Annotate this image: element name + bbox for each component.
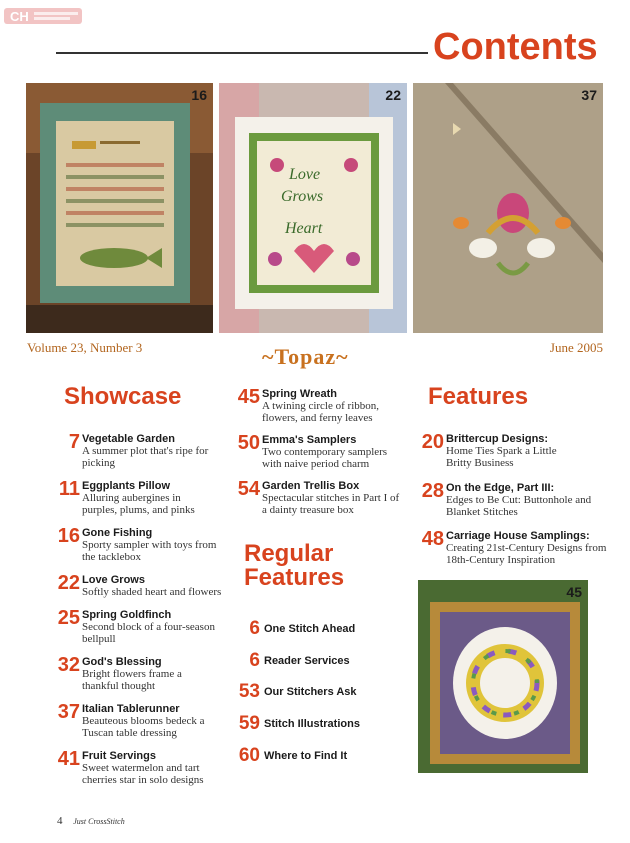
- entry-description: Second block of a four-season bellpull: [82, 621, 215, 645]
- entry-description: Sweet watermelon and tart cherries star in solo designs: [82, 762, 204, 786]
- entry-page-number: 54: [237, 478, 260, 500]
- entry-page-number: 37: [57, 701, 80, 723]
- entry-description: Beauteous blooms bedeck a Tuscan table dressing: [82, 715, 205, 739]
- entry-description: Creating 21st-Century Designs from 18th-Century Inspiration: [446, 542, 607, 566]
- photo-love-grows: [219, 83, 407, 333]
- footer-page-number: 4: [57, 815, 63, 827]
- entry-description: Spectacular stitches in Part I of a dainty treasure box: [262, 492, 400, 516]
- issue-date: June 2005: [549, 340, 603, 355]
- regular-entry[interactable]: [234, 618, 355, 640]
- entry-description: Alluring aubergines in purples, plums, and pinks: [82, 492, 195, 516]
- page-title: Contents: [433, 26, 598, 68]
- entry-title: Brittercup Designs:: [446, 433, 549, 445]
- entry-page-number: 22: [57, 572, 80, 594]
- entry-title: Fruit Servings: [82, 750, 156, 762]
- photo-gone-fishing: [26, 83, 213, 333]
- entry-title: Italian Tablerunner: [82, 703, 180, 715]
- photo-page-number: 22: [385, 87, 401, 103]
- footer-magazine-name: Just CrossStitch: [73, 817, 125, 826]
- regular-entry[interactable]: [234, 745, 347, 767]
- entry-title: One Stitch Ahead: [264, 623, 356, 635]
- entry-title: Reader Services: [264, 655, 350, 667]
- entry-page-number: 11: [58, 478, 80, 500]
- page-footer: [57, 815, 125, 827]
- entry-title: Gone Fishing: [82, 527, 153, 539]
- photo-page-number: 45: [566, 584, 582, 600]
- entry-page-number: 28: [421, 480, 444, 502]
- volume-number: Volume 23, Number 3: [27, 340, 143, 355]
- section-heading-regular-features: [244, 542, 344, 590]
- entry-title: Spring Goldfinch: [82, 609, 172, 621]
- entry-title: Love Grows: [82, 574, 145, 586]
- entry-description: Sporty sampler with toys from the tacklebox: [82, 539, 217, 563]
- entry-title: Stitch Illustrations: [264, 718, 360, 730]
- entry-page-number: 50: [237, 432, 260, 454]
- entry-page-number: 7: [68, 431, 80, 453]
- svg-text:CH: CH: [10, 9, 29, 24]
- entry-description: Two contemporary samplers with naive period charm: [262, 446, 388, 470]
- entry-description: Softly shaded heart and flowers: [82, 586, 222, 598]
- entry-page-number: 32: [57, 654, 80, 676]
- entry-description: Home Ties Spark a Little Britty Business: [446, 445, 557, 469]
- entry-page-number: 59: [238, 713, 260, 734]
- entry-title: Carriage House Samplings:: [446, 530, 590, 542]
- section-heading-features: Features: [428, 383, 529, 410]
- entry-page-number: 6: [249, 618, 260, 639]
- entry-title: Emma's Samplers: [262, 434, 357, 446]
- entry-page-number: 48: [421, 528, 444, 550]
- photo-page-number: 16: [191, 87, 207, 103]
- entry-description: Bright flowers frame a thankful thought: [82, 668, 182, 692]
- svg-text:Love: Love: [289, 166, 321, 183]
- entry-page-number: 45: [237, 386, 260, 408]
- brand-topaz: ~Topaz~: [262, 344, 349, 369]
- regular-entry[interactable]: [234, 713, 360, 735]
- entry-title: Garden Trellis Box: [262, 480, 360, 492]
- section-heading-showcase: Showcase: [64, 383, 182, 410]
- entry-page-number: 6: [249, 650, 260, 671]
- photo-spring-wreath: [418, 580, 588, 773]
- svg-text:Heart: Heart: [285, 220, 323, 237]
- photo-page-number: 37: [581, 87, 597, 103]
- entry-title: Our Stitchers Ask: [264, 686, 357, 698]
- entry-description: A summer plot that's ripe for picking: [82, 445, 209, 469]
- entry-title: Where to Find It: [264, 750, 348, 762]
- header-rule: [56, 52, 428, 54]
- entry-title: Spring Wreath: [262, 388, 337, 400]
- entry-page-number: 25: [57, 607, 80, 629]
- svg-text:Grows: Grows: [281, 188, 324, 205]
- heading-line: Features: [244, 564, 345, 591]
- entry-description: A twining circle of ribbon, flowers, and ferny leaves: [262, 400, 380, 424]
- entry-title: On the Edge, Part III:: [446, 482, 555, 494]
- regular-entry[interactable]: [234, 681, 357, 703]
- entry-page-number: 60: [238, 745, 260, 766]
- entry-page-number: 53: [238, 681, 260, 702]
- watermark-logo: [4, 6, 86, 26]
- entry-description: Edges to Be Cut: Buttonhole and Blanket Stitches: [446, 494, 592, 518]
- entry-title: Vegetable Garden: [82, 433, 175, 445]
- entry-title: God's Blessing: [82, 656, 162, 668]
- entry-page-number: 16: [57, 525, 80, 547]
- entry-page-number: 41: [57, 748, 80, 770]
- heading-line: Regular: [244, 540, 334, 567]
- photo-italian-tablerunner: [413, 83, 603, 333]
- entry-title: Eggplants Pillow: [82, 480, 171, 492]
- regular-entry[interactable]: [234, 650, 350, 672]
- entry-page-number: 20: [421, 431, 444, 453]
